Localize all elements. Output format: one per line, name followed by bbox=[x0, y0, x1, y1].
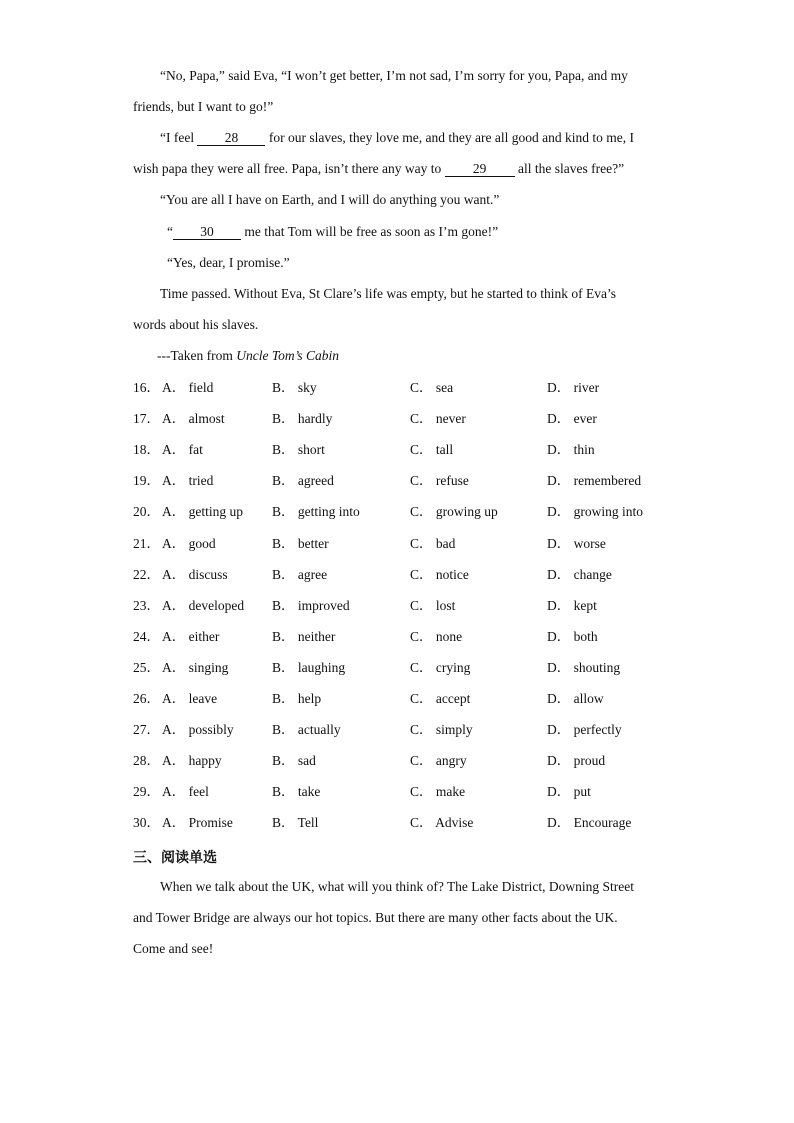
option-a: A． fat bbox=[162, 442, 203, 458]
question-number: 25． bbox=[133, 659, 160, 675]
passage-text: “ bbox=[167, 224, 173, 239]
option-d: D． Encourage bbox=[547, 815, 632, 831]
passage-line-6 bbox=[167, 223, 498, 241]
question-row bbox=[133, 535, 693, 553]
section-heading: 三、阅读单选 bbox=[133, 850, 217, 866]
question-number: 23． bbox=[133, 597, 160, 613]
option-c: C． refuse bbox=[410, 473, 469, 489]
option-a: A． Promise bbox=[162, 815, 233, 831]
question-row bbox=[133, 597, 693, 615]
option-d: D． remembered bbox=[547, 473, 642, 489]
option-b: B． short bbox=[272, 442, 325, 458]
source-prefix: ---Taken from bbox=[157, 348, 237, 363]
option-c: C． bad bbox=[410, 535, 456, 551]
question-row bbox=[133, 721, 693, 739]
question-number: 17． bbox=[133, 411, 160, 427]
option-d: D． ever bbox=[547, 411, 597, 427]
passage-text: for our slaves, they love me, and they are all good and kind to me, I bbox=[265, 130, 634, 145]
passage-line-4 bbox=[133, 160, 624, 178]
question-number: 21． bbox=[133, 535, 160, 551]
question-row bbox=[133, 814, 693, 832]
passage-line-7: “Yes, dear, I promise.” bbox=[167, 255, 290, 270]
question-row bbox=[133, 379, 693, 397]
option-c: C． accept bbox=[410, 691, 471, 706]
option-d: D． perfectly bbox=[547, 722, 622, 738]
option-b: B． better bbox=[272, 535, 329, 551]
passage-line-3 bbox=[160, 129, 634, 147]
question-number: 22． bbox=[133, 566, 160, 582]
question-number: 27． bbox=[133, 722, 160, 738]
option-b: B． sky bbox=[272, 380, 317, 395]
option-b: B． laughing bbox=[272, 659, 346, 675]
option-c: C． make bbox=[410, 784, 466, 800]
passage-line-8: Time passed. Without Eva, St Clare’s life was empty, but he started to think of Eva’s bbox=[160, 286, 617, 301]
option-b: B． getting into bbox=[272, 504, 360, 520]
option-b: B． neither bbox=[272, 628, 336, 644]
question-row bbox=[133, 690, 693, 708]
question-row bbox=[133, 783, 693, 801]
option-a: A． field bbox=[162, 380, 214, 395]
reading-line-1: When we talk about the UK, what will you think of? The Lake District, Downing Street bbox=[160, 879, 635, 894]
option-d: D． put bbox=[547, 784, 591, 800]
option-d: D． thin bbox=[547, 442, 595, 458]
option-b: B． sad bbox=[272, 753, 316, 769]
option-a: A． feel bbox=[162, 784, 209, 800]
option-b: B． agreed bbox=[272, 473, 334, 489]
option-b: B． Tell bbox=[272, 815, 319, 831]
passage-text: all the slaves free?” bbox=[514, 161, 625, 176]
option-a: A． discuss bbox=[162, 566, 228, 582]
question-number: 19． bbox=[133, 473, 160, 489]
option-c: C． simply bbox=[410, 722, 473, 738]
option-c: C． Advise bbox=[410, 815, 474, 831]
passage-line-5: “You are all I have on Earth, and I will do anything you want.” bbox=[160, 192, 500, 207]
question-number: 18． bbox=[133, 442, 160, 458]
question-row bbox=[133, 752, 693, 770]
option-a: A． almost bbox=[162, 411, 225, 427]
option-d: D． change bbox=[547, 566, 612, 582]
passage-line-1: “No, Papa,” said Eva, “I won’t get better, I’m not sad, I’m sorry for you, Papa, and my bbox=[160, 68, 628, 83]
question-number: 28． bbox=[133, 753, 160, 769]
question-row bbox=[133, 441, 693, 459]
reading-line-2: and Tower Bridge are always our hot topics. But there are many other facts about the UK. bbox=[133, 910, 618, 925]
option-d: D． growing into bbox=[547, 504, 643, 520]
option-d: D． river bbox=[547, 380, 600, 395]
option-c: C． lost bbox=[410, 597, 456, 613]
option-a: A． developed bbox=[162, 597, 245, 613]
option-b: B． help bbox=[272, 691, 322, 706]
question-number: 16． bbox=[133, 380, 160, 395]
option-d: D． kept bbox=[547, 597, 597, 613]
option-c: C． angry bbox=[410, 753, 467, 769]
blank-28: 28 bbox=[197, 130, 265, 146]
blank-29: 29 bbox=[445, 161, 515, 177]
question-row bbox=[133, 659, 693, 677]
option-d: D． allow bbox=[547, 691, 604, 706]
question-row bbox=[133, 628, 693, 646]
option-c: C． crying bbox=[410, 659, 471, 675]
option-c: C． sea bbox=[410, 380, 454, 395]
passage-line-9: words about his slaves. bbox=[133, 317, 259, 332]
question-number: 26． bbox=[133, 691, 160, 706]
option-a: A． either bbox=[162, 628, 220, 644]
option-a: A． happy bbox=[162, 753, 222, 769]
source-citation bbox=[157, 347, 339, 365]
question-row bbox=[133, 566, 693, 584]
passage-text: me that Tom will be free as soon as I’m gone!” bbox=[241, 224, 499, 239]
option-d: D． proud bbox=[547, 753, 606, 769]
option-d: D． worse bbox=[547, 535, 606, 551]
question-row bbox=[133, 503, 693, 521]
option-a: A． good bbox=[162, 535, 216, 551]
passage-line-2: friends, but I want to go!” bbox=[133, 99, 274, 114]
option-a: A． getting up bbox=[162, 504, 243, 520]
option-a: A． tried bbox=[162, 473, 214, 489]
question-number: 30． bbox=[133, 815, 160, 831]
option-c: C． none bbox=[410, 628, 463, 644]
option-a: A． singing bbox=[162, 659, 229, 675]
option-b: B． agree bbox=[272, 566, 328, 582]
option-b: B． improved bbox=[272, 597, 350, 613]
question-number: 24． bbox=[133, 628, 160, 644]
option-c: C． never bbox=[410, 411, 466, 427]
option-c: C． growing up bbox=[410, 504, 498, 520]
question-row bbox=[133, 410, 693, 428]
option-a: A． leave bbox=[162, 691, 218, 706]
option-b: B． hardly bbox=[272, 411, 333, 427]
question-row bbox=[133, 472, 693, 490]
passage-text: “I feel bbox=[160, 130, 198, 145]
option-a: A． possibly bbox=[162, 722, 234, 738]
question-number: 29． bbox=[133, 784, 160, 800]
source-title: Uncle Tom’s Cabin bbox=[236, 348, 340, 363]
option-d: D． both bbox=[547, 628, 598, 644]
passage-text: wish papa they were all free. Papa, isn’t there any way to bbox=[133, 161, 445, 176]
reading-line-3: Come and see! bbox=[133, 941, 214, 956]
blank-30: 30 bbox=[173, 224, 241, 240]
option-c: C． notice bbox=[410, 566, 469, 582]
question-number: 20． bbox=[133, 504, 160, 520]
option-b: B． actually bbox=[272, 722, 341, 738]
option-d: D． shouting bbox=[547, 659, 621, 675]
option-b: B． take bbox=[272, 784, 321, 800]
option-c: C． tall bbox=[410, 442, 454, 458]
